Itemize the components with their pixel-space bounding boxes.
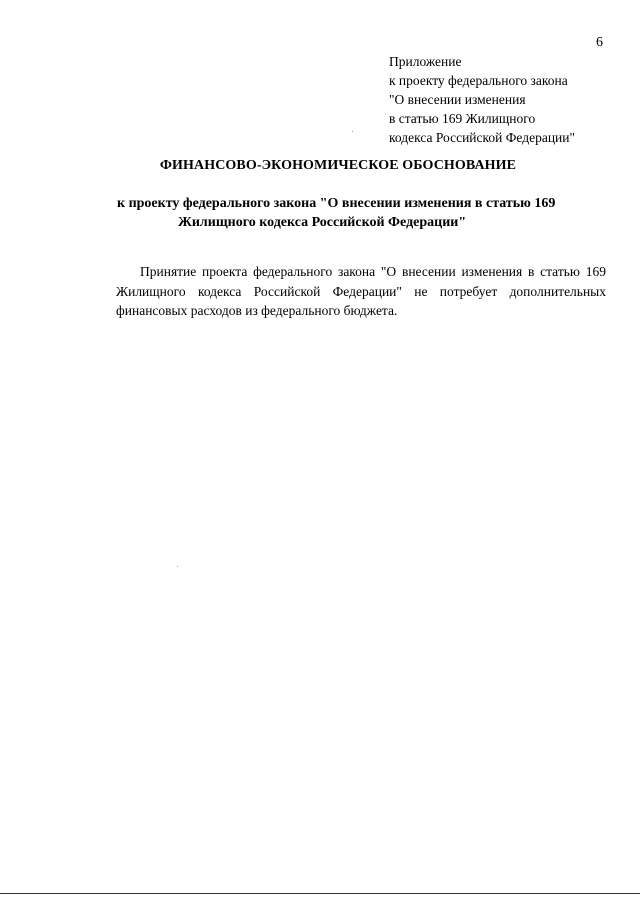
scan-speck xyxy=(177,566,178,567)
appendix-line: к проекту федерального закона xyxy=(389,73,568,88)
appendix-line: в статью 169 Жилищного xyxy=(389,111,536,126)
appendix-line: кодекса Российской Федерации" xyxy=(389,130,576,145)
body-paragraph: Принятие проекта федерального закона "О внесении изменения в статью 169 Жилищного кодекса Российской Федерации" не потребует дополнительных финансовых расходов из федерального бюджета. xyxy=(116,264,606,318)
bottom-edge-line xyxy=(0,893,640,894)
document-title: ФИНАНСОВО-ЭКОНОМИЧЕСКОЕ ОБОСНОВАНИЕ xyxy=(159,158,517,173)
subtitle-line: к проекту федерального закона "О внесении изменения в статью 169 xyxy=(117,196,556,211)
subtitle-line: Жилищного кодекса Российской Федерации" xyxy=(178,215,467,230)
appendix-line: "О внесении изменения xyxy=(389,92,526,107)
appendix-line: Приложение xyxy=(389,54,462,69)
page-number: 6 xyxy=(596,35,603,50)
appendix-block xyxy=(389,52,629,147)
scan-speck xyxy=(352,131,353,132)
